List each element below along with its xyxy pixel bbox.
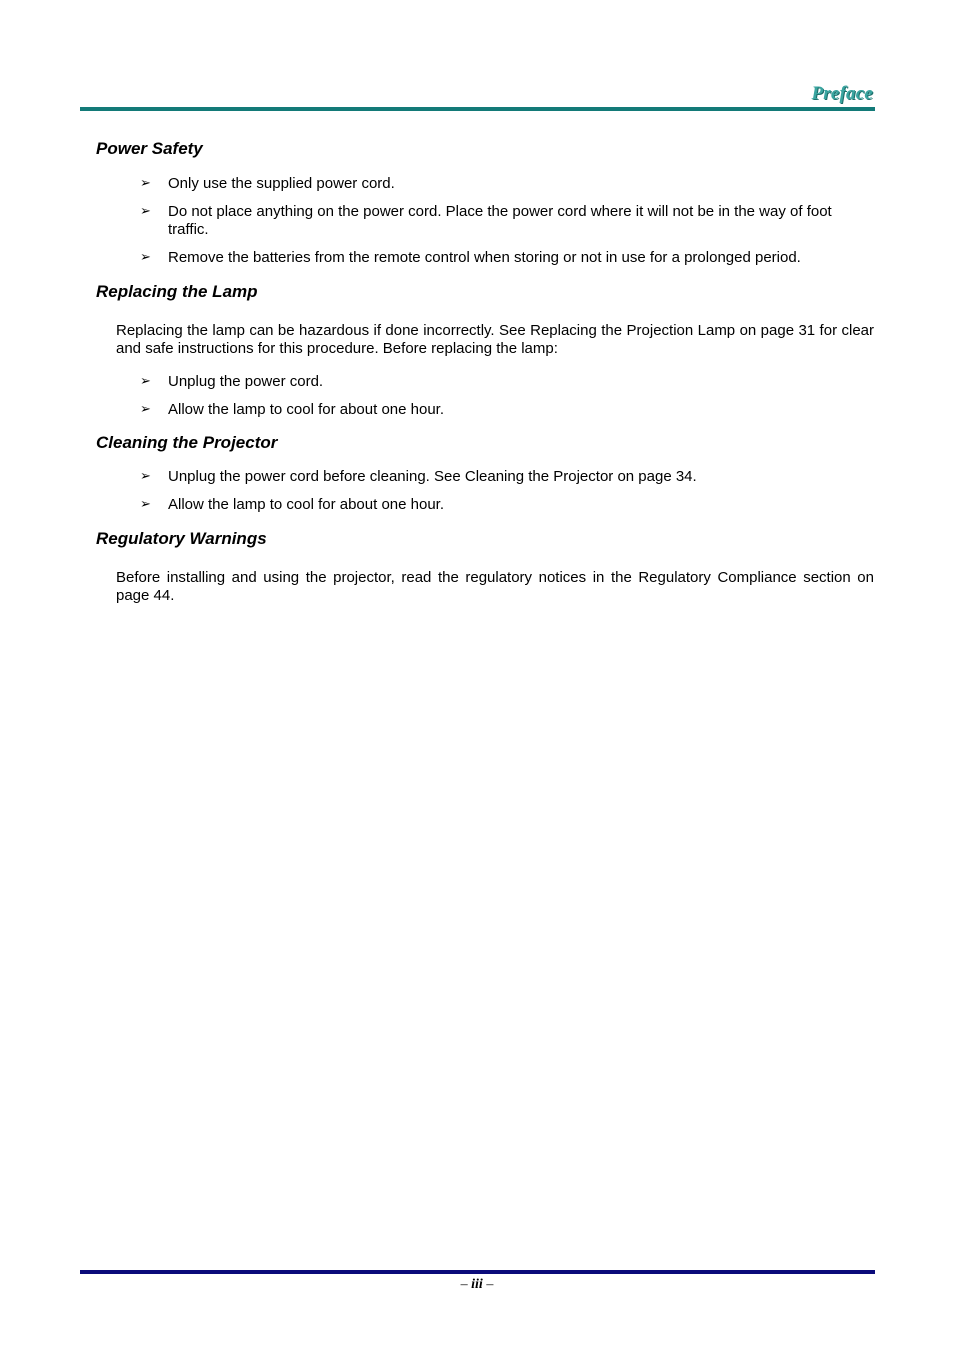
arrowhead-bullet-icon: ➢ (140, 204, 151, 219)
footer-rule (80, 1270, 875, 1274)
list-item-text: Allow the lamp to cool for about one hour. (168, 496, 445, 513)
section-heading-replacing-lamp: Replacing the Lamp (96, 282, 258, 301)
cleaning-projector-list (140, 468, 875, 524)
arrowhead-bullet-icon: ➢ (140, 374, 151, 389)
arrowhead-bullet-icon: ➢ (140, 250, 151, 265)
power-safety-list (140, 175, 875, 277)
section-heading-cleaning-projector: Cleaning the Projector (96, 433, 278, 452)
list-item-text: Unplug the power cord before cleaning. See Cleaning the Projector on page 34. (168, 468, 697, 485)
regulatory-warnings-paragraph: Before installing and using the projector, read the regulatory notices in the Regulatory Compliance section on page 44. (116, 569, 874, 604)
list-item (140, 373, 875, 391)
page-number-dash-left: – (460, 1277, 468, 1292)
section-heading-regulatory-warnings: Regulatory Warnings (96, 529, 267, 548)
list-item (140, 175, 875, 193)
list-item (140, 468, 875, 486)
list-item-text: Unplug the power cord. (168, 373, 324, 390)
list-item (140, 203, 875, 239)
list-item (140, 249, 875, 267)
arrowhead-bullet-icon: ➢ (140, 497, 151, 512)
list-item-text: Allow the lamp to cool for about one hour. (168, 401, 445, 418)
page-number-value: iii (471, 1277, 483, 1292)
replacing-lamp-list (140, 373, 875, 429)
page-header-title: Preface (811, 83, 873, 104)
list-item-text: Do not place anything on the power cord. Place the power cord where it will not be in the way of foot traffic. (168, 203, 832, 238)
arrowhead-bullet-icon: ➢ (140, 469, 151, 484)
list-item (140, 496, 875, 514)
replacing-lamp-paragraph: Replacing the lamp can be hazardous if done incorrectly. See Replacing the Projection Lamp on page 31 for clear and safe instructions for this procedure. Before replacing the lamp: (116, 322, 874, 357)
arrowhead-bullet-icon: ➢ (140, 402, 151, 417)
list-item-text: Remove the batteries from the remote control when storing or not in use for a prolonged period. (168, 249, 801, 266)
page-number-dash-right: – (486, 1277, 494, 1292)
arrowhead-bullet-icon: ➢ (140, 176, 151, 191)
header-rule (80, 107, 875, 111)
page-number (0, 1277, 954, 1293)
list-item (140, 401, 875, 419)
section-heading-power-safety: Power Safety (96, 139, 203, 158)
list-item-text: Only use the supplied power cord. (168, 175, 395, 192)
